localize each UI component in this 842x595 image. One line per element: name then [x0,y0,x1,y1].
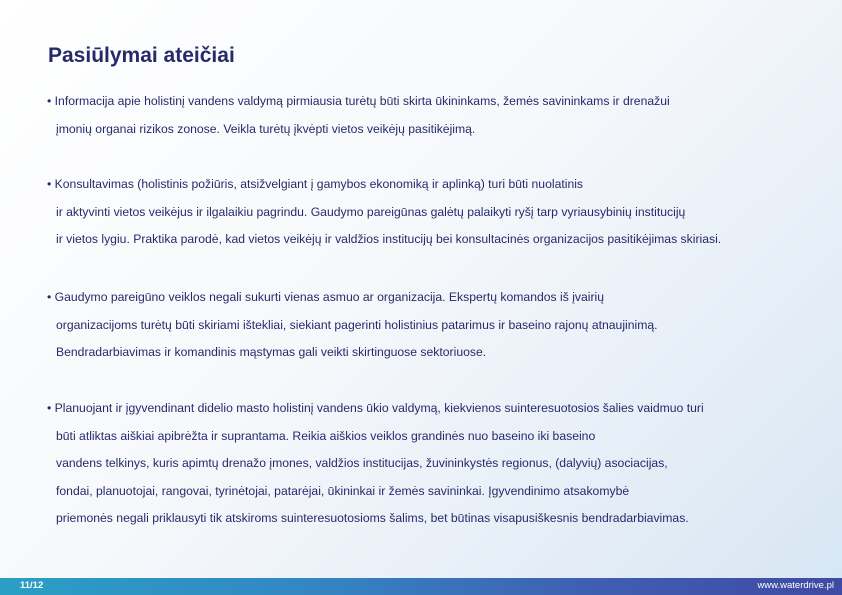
paragraph-line: ir vietos lygiu. Praktika parodė, kad vietos veikėjų ir valdžios institucijų bei konsultacinės organizacijos pasitikėjimas skiriasi. [56,232,722,246]
paragraph-line: • Gaudymo pareigūno veiklos negali sukurti vienas asmuo ar organizacija. Ekspertų komandos iš įvairių [47,290,605,304]
paragraph-line: • Planuojant ir įgyvendinant didelio masto holistinį vandens ūkio valdymą, kiekvienos suinteresuotosios šalies vaidmuo turi [47,401,704,415]
page-number: 11/12 [20,580,44,591]
paragraph-line: būti atliktas aiškiai apibrėžta ir suprantama. Reikia aiškios veiklos grandinės nuo baseino iki baseino [56,428,596,443]
paragraph-line: įmonių organai rizikos zonose. Veikla turėtų įkvėpti vietos veikėjų pasitikėjimą. [56,121,476,136]
paragraph-4 [47,395,704,533]
footer-bar [0,578,842,595]
paragraph-1 [47,88,670,143]
paragraph-line: vandens telkinys, kuris apimtų drenažo įmones, valdžios institucijas, žuvininkystės regionus, (dalyvių) asociacijas, [56,456,668,470]
paragraph-line: organizacijoms turėtų būti skiriami ištekliai, siekiant pagerinti holistinius patarimus ir baseino rajonų atnaujinimą. [56,317,658,332]
page-title: Pasiūlymai ateičiai [48,44,235,67]
paragraph-line: • Konsultavimas (holistinis požiūris, atsižvelgiant į gamybos ekonomiką ir aplinką) turi būti nuolatinis [47,177,584,191]
paragraph-2 [47,171,721,254]
paragraph-line: priemonės negali priklausyti tik atskiroms suinteresuotosioms šalims, bet būtinas visapusiškesnis bendradarbiavimas. [56,511,689,525]
website-link[interactable]: www.waterdrive.pl [757,580,834,591]
paragraph-line: Bendradarbiavimas ir komandinis mąstymas gali veikti skirtinguose sektoriuose. [56,345,487,359]
paragraph-3 [47,284,658,367]
paragraph-line: • Informacija apie holistinį vandens valdymą pirmiausia turėtų būti skirta ūkininkams, žemės savininkams ir drenažui [47,94,670,108]
paragraph-line: ir aktyvinti vietos veikėjus ir ilgalaikiu pagrindu. Gaudymo pareigūnas galėtų palaikyti ryšį tarp vyriausybinių institucijų [56,204,686,219]
paragraph-line: fondai, planuotojai, rangovai, tyrinėtojai, patarėjai, ūkininkai ir žemės savininkai. Įgyvendinimo atsakomybė [56,483,630,498]
